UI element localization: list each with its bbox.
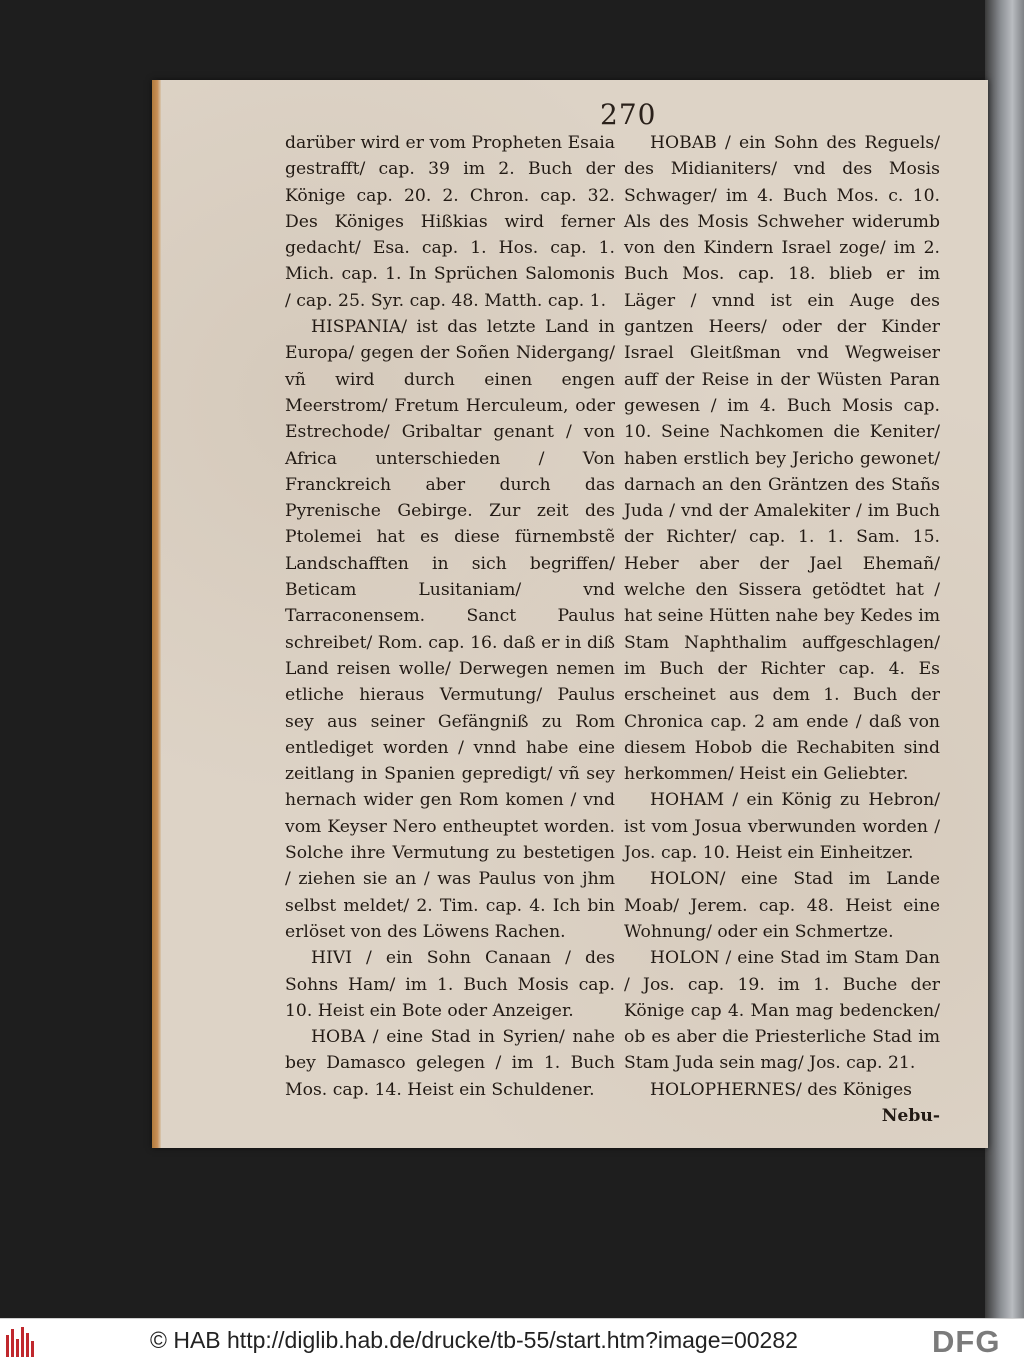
page-edge: [152, 80, 161, 1148]
right-column: [624, 130, 940, 1129]
attribution-link[interactable]: © HAB http://diglib.hab.de/drucke/tb-55/start.htm?image=00282: [150, 1327, 798, 1353]
footer-bar: [0, 1318, 1024, 1363]
entry-hivi: HIVI / ein Sohn Canaan / des Sohns Ham/ im 1. Buch Mosis cap. 10. Heist ein Bote oder Anzeiger.: [285, 948, 615, 1021]
scan-edge-strip: [985, 0, 1024, 1318]
catchword: Nebu-: [881, 1105, 940, 1126]
book-page: [152, 80, 988, 1148]
dfg-logo: DFG: [932, 1324, 1001, 1359]
entry-hoham: HOHAM / ein König zu Hebron/ ist vom Josua vberwunden worden / Jos. cap. 10. Heist ein Einheitzer.: [624, 790, 940, 864]
entry-holon-dan: HOLON / eine Stad im Stam Dan / Jos. cap. 19. im 1. Buche der Könige cap 4. Man mag bedencken/ ob es aber die Priesterliche Stad im Stam Juda sein mag/ Jos. cap. 21.: [624, 948, 940, 1074]
text-paragraph: darüber wird er vom Propheten Esaia gestrafft/ cap. 39 im 2. Buch der Könige cap. 20. 2. Chron. cap. 32. Des Königes Hißkias wird ferner gedacht/ Esa. cap. 1. Hos. cap. 1. Mich. cap. 1. In Sprüchen Salomonis / cap. 25. Syr. cap. 48. Matth. cap. 1.: [285, 133, 615, 311]
left-column: [285, 130, 615, 1103]
hab-logo-icon: [6, 1327, 38, 1357]
entry-hoba: HOBA / eine Stad in Syrien/ nahe bey Damasco gelegen / im 1. Buch Mos. cap. 14. Heist ein Schuldener.: [285, 1027, 615, 1100]
entry-hispania: HISPANIA/ ist das letzte Land in Europa/ gegen der Soñen Nidergang/ vñ wird durch einen engen Meerstrom/ Fretum Herculeum, oder Estrechode/ Gribaltar genant / von Africa unterschieden / Von Franckreich aber durch das Pyrenische Gebirge. Zur zeit des Ptolemei hat es diese fürnembstẽ Landschafften in sich begriffen/ Beticam Lusitaniam/ vnd Tarraconensem. Sanct Paulus schreibet/ Rom. cap. 16. daß er in diß Land reisen wolle/ Derwegen nemen etliche hieraus Vermutung/ Paulus sey aus seiner Gefängniß zu Rom entlediget worden / vnnd habe eine zeitlang in Spanien gepredigt/ vñ sey hernach wider gen Rom komen / vnd vom Keyser Nero entheuptet worden. Solche ihre Vermutung zu bestetigen / ziehen sie an / was Paulus von jhm selbst meldet/ 2. Tim. cap. 4. Ich bin erlöset von des Löwens Rachen.: [285, 317, 615, 942]
entry-holophernes: HOLOPHERNES/ des Königes: [650, 1079, 912, 1100]
entry-hobab: HOBAB / ein Sohn des Reguels/ des Midianiters/ vnd des Mosis Schwager/ im 4. Buch Mos. c. 10. Als des Mosis Schweher widerumb von den Kindern Israel zoge/ im 2. Buch Mos. cap. 18. blieb er im Läger / vnnd ist ein Auge des gantzen Heers/ oder der Kinder Israel Gleitßman vnd Wegweiser auff der Reise in der Wüsten Paran gewesen / im 4. Buch Mosis cap. 10. Seine Nachkomen die Keniter/ haben erstlich bey Jericho gewonet/ darnach an den Gräntzen des Stañs Juda / vnd der Amalekiter / im Buch der Richter/ cap. 1. 1. Sam. 15. Heber aber der Jael Ehemañ/ welche den Sissera getödtet hat / hat seine Hütten nahe bey Kedes im Stam Naphthalim auffgeschlagen/ im Buch der Richter cap. 4. Es erscheinet aus dem 1. Buch der Chronica cap. 2 am ende / daß von diesem Hobob die Rechabiten sind herkommen/ Heist ein Geliebter.: [624, 133, 940, 785]
entry-holon-moab: HOLON/ eine Stad im Lande Moab/ Jerem. cap. 48. Heist eine Wohnung/ oder ein Schmertze.: [624, 869, 940, 942]
page-number: 270: [600, 98, 657, 131]
